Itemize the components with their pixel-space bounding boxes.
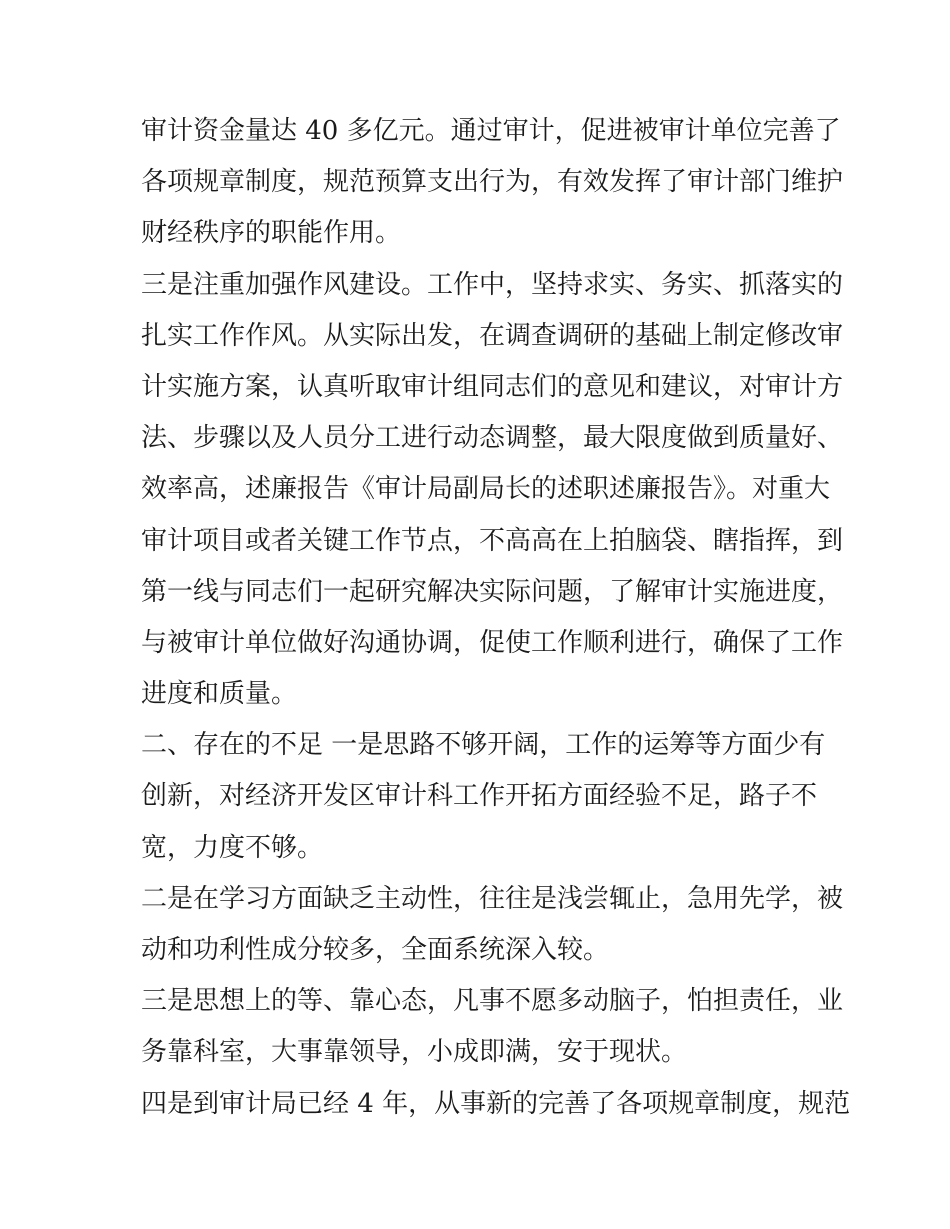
text-line: 与被审计单位做好沟通协调，促使工作顺利进行，确保了工作 bbox=[141, 627, 844, 658]
text-line: 进度和质量。 bbox=[141, 679, 298, 710]
text-line: 动和功利性成分较多，全面系统深入较。 bbox=[141, 935, 610, 965]
text-line: 法、步骤以及人员分工进行动态调整，最大限度做到质量好、 bbox=[141, 423, 844, 454]
text-line: 二是在学习方面缺乏主动性，往往是浅尝辄止，急用先学，被 bbox=[141, 883, 844, 914]
text-line: 三是注重加强作风建设。工作中，坚持求实、务实、抓落实的 bbox=[141, 269, 844, 300]
text-line: 审计项目或者关键工作节点，不高高在上拍脑袋、瞎指挥，到 bbox=[141, 525, 844, 556]
text-line: 宽，力度不够。 bbox=[141, 832, 324, 863]
text-line: 扎实工作作风。从实际出发，在调查调研的基础上制定修改审 bbox=[141, 320, 844, 351]
document-body bbox=[141, 106, 851, 1130]
text-line: 计实施方案，认真听取审计组同志们的意见和建议，对审计方 bbox=[141, 371, 844, 402]
text-line: 各项规章制度，规范预算支出行为，有效发挥了审计部门维护 bbox=[141, 167, 844, 198]
text-line: 审计资金量达 40 多亿元。通过审计，促进被审计单位完善了 bbox=[141, 116, 841, 146]
text-line: 二、存在的不足 一是思路不够开阔，工作的运筹等方面少有 bbox=[141, 730, 826, 761]
text-line: 效率高，述廉报告《审计局副局长的述职述廉报告》。对重大 bbox=[141, 474, 831, 505]
text-line: 财经秩序的职能作用。 bbox=[141, 218, 402, 249]
text-line: 三是思想上的等、靠心态，凡事不愿多动脑子，怕担责任，业 bbox=[141, 986, 844, 1017]
text-line: 创新，对经济开发区审计科工作开拓方面经验不足，路子不 bbox=[141, 781, 818, 812]
text-line: 四是到审计局已经 4 年，从事新的完善了各项规章制度，规范 bbox=[141, 1088, 851, 1119]
text-line: 第一线与同志们一起研究解决实际问题，了解审计实施进度， bbox=[141, 576, 844, 607]
text-line: 务靠科室，大事靠领导，小成即满，安于现状。 bbox=[141, 1037, 688, 1068]
